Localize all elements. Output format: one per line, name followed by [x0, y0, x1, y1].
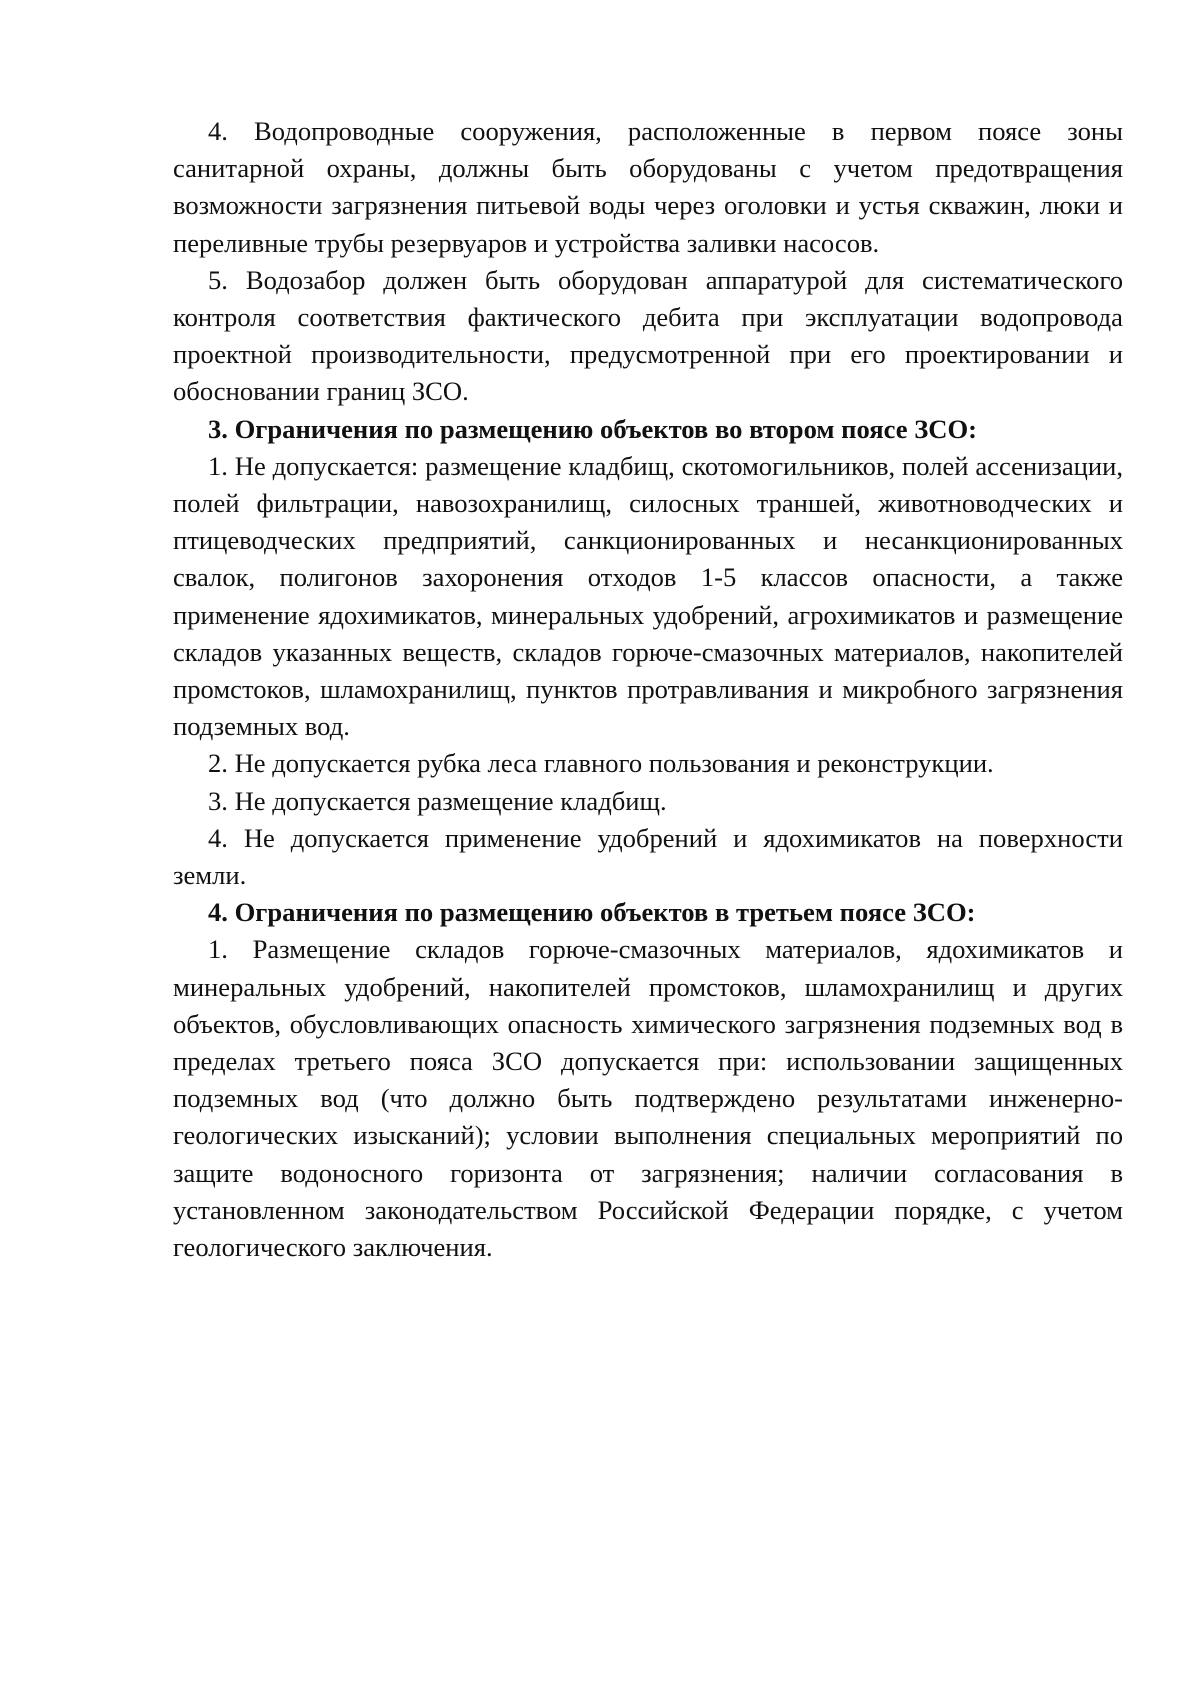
- item-first-zone-4: 4. Водопроводные сооружения, расположенные в первом поясе зоны санитарной охраны, должны быть оборудованы с учетом предотвращения возможности загрязнения питьевой воды через оголовки и устья скважин, люки и переливные трубы резервуаров и устройства заливки насосов.: [173, 116, 1123, 258]
- item-second-zone-2: 2. Не допускается рубка леса главного пользования и реконструкции.: [208, 748, 994, 779]
- section-heading-4: 4. Ограничения по размещению объектов в третьем поясе ЗСО:: [208, 897, 976, 928]
- document-body: [173, 113, 1123, 1266]
- item-second-zone-4: 4. Не допускается применение удобрений и ядохимикатов на поверхности земли.: [173, 822, 1123, 891]
- section-heading-3: 3. Ограничения по размещению объектов во втором поясе ЗСО:: [208, 413, 977, 444]
- item-first-zone-5: 5. Водозабор должен быть оборудован аппаратурой для систематического контроля соответствия фактического дебита при эксплуатации водопровода проектной производительности, предусмотренной при его проектировании и обосновании границ ЗСО.: [173, 264, 1123, 407]
- item-second-zone-1: 1. Не допускается: размещение кладбищ, скотомогильников, полей ассенизации, полей фильтрации, навозохранилищ, силосных траншей, животноводческих и птицеводческих предприятий, санкционированных и несанкционированных свалок, полигонов захоронения отходов 1-5 классов опасности, а также применение ядохимикатов, минеральных удобрений, агрохимикатов и размещение складов указанных веществ, складов горюче-смазочных материалов, накопителей промстоков, шламохранилищ, пунктов протравливания и микробного загрязнения подземных вод.: [173, 450, 1123, 742]
- item-third-zone-1: 1. Размещение складов горюче-смазочных материалов, ядохимикатов и минеральных удобрений, накопителей промстоков, шламохранилищ и других объектов, обусловливающих опасность химического загрязнения подземных вод в пределах третьего пояса ЗСО допускается при: использовании защищенных подземных вод (что должно быть подтверждено результатами инженерно-геологических изысканий); условии выполнения специальных мероприятий по защите водоносного горизонта от загрязнения; наличии согласования в установленном законодательством Российской Федерации порядке, с учетом геологического заключения.: [173, 934, 1123, 1263]
- item-second-zone-3: 3. Не допускается размещение кладбищ.: [208, 785, 667, 816]
